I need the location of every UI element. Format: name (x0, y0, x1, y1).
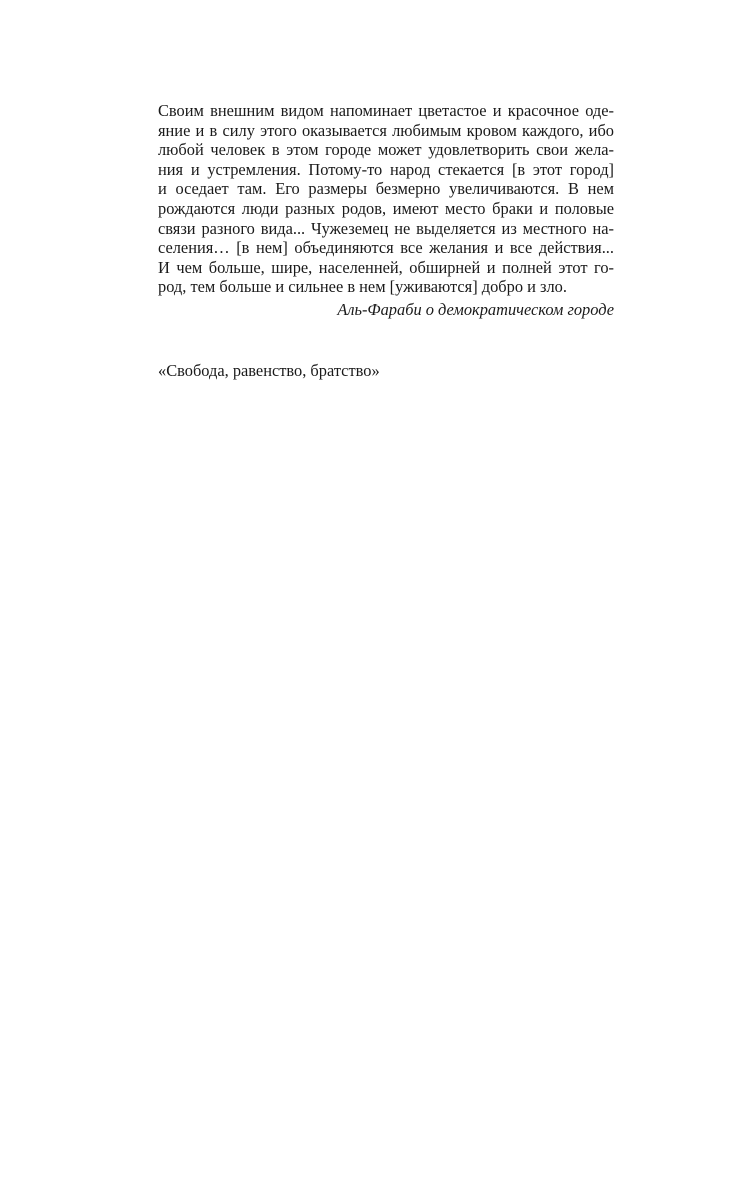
epigraph-line-4: ния и устремления. Потому-то народ стекается [в этот город] (158, 159, 614, 179)
page-content (158, 101, 614, 381)
motto-quote: «Свобода, равенство, братство» (158, 360, 380, 380)
epigraph-line-1: Своим внешним видом напоминает цветастое и красочное оде- (158, 101, 614, 120)
epigraph-line-8: селения… [в нем] объединяются все желания и все действия... (158, 238, 614, 258)
epigraph-line-5: и оседает там. Его размеры безмерно увеличиваются. В нем (158, 179, 614, 199)
epigraph-attribution: Аль-Фараби о демократическом городе (337, 299, 614, 319)
epigraph-line-3: любой человек в этом городе может удовлетворить свои жела- (158, 140, 614, 160)
epigraph-line-9: И чем больше, шире, населенней, обширней и полней этот го- (158, 257, 614, 277)
epigraph-line-7: связи разного вида... Чужеземец не выделяется из местного на- (158, 218, 614, 238)
epigraph-line-10: род, тем больше и сильнее в нем [уживаются] добро и зло. (158, 277, 567, 297)
epigraph-quote (158, 101, 614, 297)
epigraph-line-6: рождаются люди разных родов, имеют место браки и половые (158, 198, 614, 218)
epigraph-line-2: яние и в силу этого оказывается любимым кровом каждого, ибо (158, 120, 614, 140)
